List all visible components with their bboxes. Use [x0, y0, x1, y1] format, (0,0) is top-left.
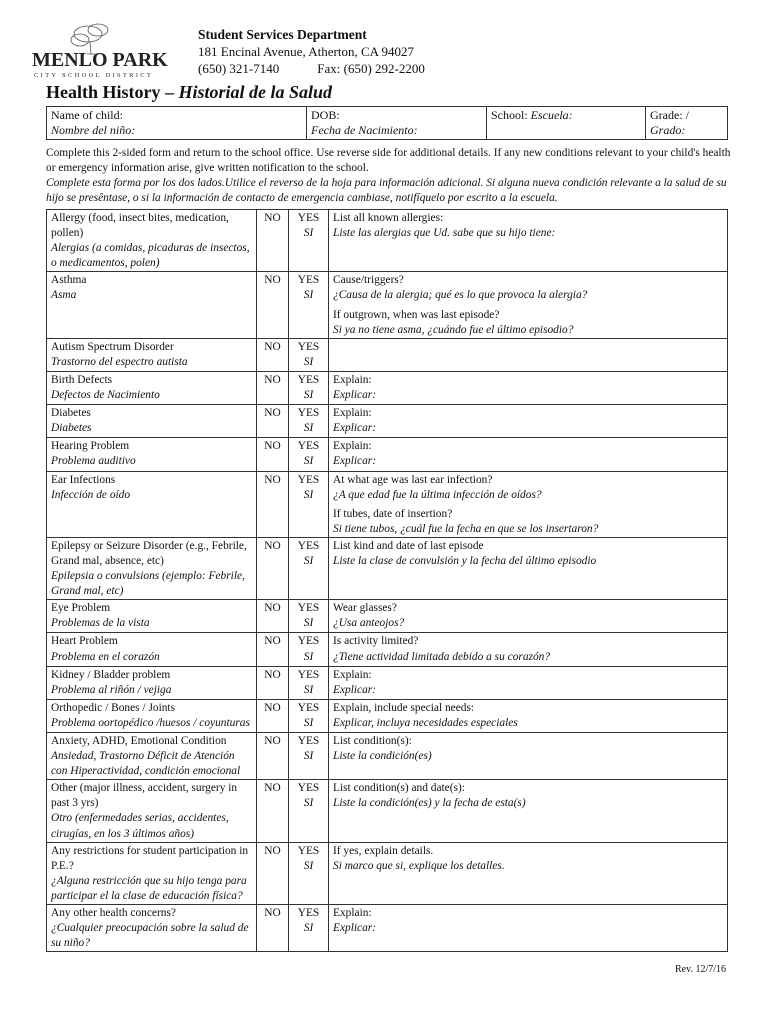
table-row: [47, 438, 728, 471]
yes-checkbox[interactable]: YES SI: [289, 699, 329, 732]
instructions: [46, 146, 736, 206]
detail-prompt-spanish: Si ya no tiene asma, ¿cuándo fue el último episodio?: [333, 323, 574, 336]
table-row: [47, 338, 728, 371]
table-row: [47, 272, 728, 338]
department-address: 181 Encinal Avenue, Atherton, CA 94027: [198, 44, 415, 59]
table-row: [47, 699, 728, 732]
detail-prompt-spanish: Explicar:: [333, 455, 377, 468]
no-checkbox[interactable]: NO: [257, 733, 289, 780]
detail-prompt-spanish: Explicar, incluya necesidades especiales: [333, 716, 518, 729]
detail-prompt: Explain:: [333, 373, 372, 386]
detail-prompt-spanish: Explicar:: [333, 389, 377, 402]
yes-checkbox[interactable]: YES SI: [289, 371, 329, 404]
no-checkbox[interactable]: NO: [257, 405, 289, 438]
yes-checkbox[interactable]: YES SI: [289, 600, 329, 633]
details-field[interactable]: [329, 371, 728, 404]
yes-checkbox[interactable]: YES SI: [289, 905, 329, 952]
grade-field[interactable]: Grade: / Grado:: [646, 107, 728, 140]
no-checkbox[interactable]: NO: [257, 699, 289, 732]
no-checkbox[interactable]: NO: [257, 905, 289, 952]
details-field[interactable]: [329, 471, 728, 537]
yes-checkbox[interactable]: YES SI: [289, 842, 329, 904]
table-row: [47, 842, 728, 904]
detail-prompt: Wear glasses?: [333, 602, 397, 615]
child-name-field[interactable]: Name of child: Nombre del niño:: [47, 107, 307, 140]
yes-checkbox[interactable]: YES SI: [289, 405, 329, 438]
yes-checkbox[interactable]: YES SI: [289, 666, 329, 699]
yes-checkbox[interactable]: YES SI: [289, 471, 329, 537]
detail-prompt-spanish: Liste la condición(es): [333, 750, 432, 763]
details-field[interactable]: [329, 666, 728, 699]
details-field[interactable]: [329, 438, 728, 471]
no-checkbox[interactable]: NO: [257, 471, 289, 537]
detail-prompt-spanish: Si marco que si, explique los detalles.: [333, 859, 505, 872]
detail-prompt: If tubes, date of insertion?: [333, 507, 453, 520]
detail-prompt: At what age was last ear infection?: [333, 473, 493, 486]
department-fax: Fax: (650) 292-2200: [317, 61, 425, 76]
detail-prompt: List kind and date of last episode: [333, 539, 484, 552]
condition-label: Eye Problem Problemas de la vista: [47, 600, 257, 633]
yes-checkbox[interactable]: YES SI: [289, 733, 329, 780]
detail-prompt-spanish: ¿Causa de la alergia; qué es lo que provoca la alergia?: [333, 289, 588, 302]
table-row: [47, 405, 728, 438]
table-row: [47, 371, 728, 404]
table-row: [47, 537, 728, 599]
detail-prompt: Explain, include special needs:: [333, 701, 475, 714]
table-row: [47, 666, 728, 699]
detail-prompt-spanish: Explicar:: [333, 683, 377, 696]
district-logo: [30, 22, 182, 80]
details-field[interactable]: [329, 733, 728, 780]
table-row: [47, 600, 728, 633]
detail-prompt-spanish: ¿A que edad fue la última infección de oídos?: [333, 488, 542, 501]
no-checkbox[interactable]: NO: [257, 338, 289, 371]
detail-prompt-spanish: Liste la condición(es) y la fecha de esta(s): [333, 797, 526, 810]
detail-prompt-spanish: Si tiene tubos, ¿cuál fue la fecha en que se los insertaron?: [333, 522, 599, 535]
details-field[interactable]: [329, 699, 728, 732]
detail-prompt-spanish: Explicar:: [333, 422, 377, 435]
condition-label: Birth Defects Defectos de Nacimiento: [47, 371, 257, 404]
condition-label: Allergy (food, insect bites, medication, pollen) Alergias (a comidas, picaduras de insectos, o medicamentos, polen): [47, 210, 257, 272]
detail-prompt-spanish: Liste la clase de convulsión y la fecha del último episodio: [333, 554, 597, 567]
detail-prompt-spanish: ¿Usa anteojos?: [333, 617, 405, 630]
yes-checkbox[interactable]: YES SI: [289, 633, 329, 666]
detail-prompt: Cause/triggers?: [333, 274, 404, 287]
detail-prompt: List condition(s) and date(s):: [333, 782, 465, 795]
title-spanish: Historial de la Salud: [178, 82, 333, 102]
no-checkbox[interactable]: NO: [257, 438, 289, 471]
page-title: [46, 82, 332, 103]
details-field[interactable]: [329, 272, 728, 338]
logo-text: MENLO PARK: [32, 49, 168, 71]
detail-prompt: If outgrown, when was last episode?: [333, 308, 500, 321]
no-checkbox[interactable]: NO: [257, 633, 289, 666]
detail-prompt: List condition(s):: [333, 735, 412, 747]
department-phone: (650) 321-7140: [198, 61, 280, 76]
instructions-english: Complete this 2-sided form and return to the school office. Use reverse side for additional details. If any new conditions relevant to your child's health or emergency information arise, give written notification to the school.: [46, 147, 731, 174]
details-field[interactable]: [329, 842, 728, 904]
condition-label: Any other health concerns? ¿Cualquier preocupación sobre la salud de su niño?: [47, 905, 257, 952]
no-checkbox[interactable]: NO: [257, 537, 289, 599]
details-field[interactable]: [329, 210, 728, 272]
detail-prompt: List all known allergies:: [333, 212, 444, 224]
no-checkbox[interactable]: NO: [257, 842, 289, 904]
details-field[interactable]: [329, 905, 728, 952]
details-field[interactable]: [329, 633, 728, 666]
detail-prompt: Explain:: [333, 440, 372, 453]
no-checkbox[interactable]: NO: [257, 666, 289, 699]
condition-label: Autism Spectrum Disorder Trastorno del espectro autista: [47, 338, 257, 371]
condition-label: Orthopedic / Bones / Joints Problema oortopédico /huesos / coyunturas: [47, 699, 257, 732]
conditions-table: [46, 209, 728, 952]
no-checkbox[interactable]: NO: [257, 780, 289, 842]
condition-label: Epilepsy or Seizure Disorder (e.g., Febrile, Grand mal, absence, etc) Epilepsia o convulsions (ejemplo: Febrile, Grand mal, etc): [47, 537, 257, 599]
yes-checkbox[interactable]: YES SI: [289, 338, 329, 371]
details-field[interactable]: [329, 338, 728, 371]
table-row: [47, 633, 728, 666]
yes-checkbox[interactable]: YES SI: [289, 272, 329, 338]
school-field[interactable]: School: Escuela:: [487, 107, 646, 140]
condition-label: Any restrictions for student participation in P.E.? ¿Alguna restricción que su hijo tenga para participar el la clase de educación física?: [47, 842, 257, 904]
detail-prompt: If yes, explain details.: [333, 844, 434, 857]
detail-prompt-spanish: ¿Tiene actividad limitada debido a su corazón?: [333, 650, 551, 663]
yes-checkbox[interactable]: YES SI: [289, 438, 329, 471]
condition-label: Heart Problem Problema en el corazón: [47, 633, 257, 666]
detail-prompt: Is activity limited?: [333, 635, 419, 648]
yes-checkbox[interactable]: YES SI: [289, 537, 329, 599]
condition-label: Asthma Asma: [47, 272, 257, 338]
logo-subtitle: CITY SCHOOL DISTRICT: [34, 72, 154, 79]
condition-label: Ear Infections Infección de oído: [47, 471, 257, 537]
no-checkbox[interactable]: NO: [257, 371, 289, 404]
details-field[interactable]: [329, 780, 728, 842]
no-checkbox[interactable]: NO: [257, 600, 289, 633]
no-checkbox[interactable]: NO: [257, 210, 289, 272]
condition-label: Other (major illness, accident, surgery in past 3 yrs) Otro (enfermedades serias, accidentes, cirugías, en los 3 últimos años): [47, 780, 257, 842]
condition-label: Diabetes Diabetes: [47, 405, 257, 438]
title-english: Health History –: [46, 82, 179, 102]
detail-prompt: Explain:: [333, 407, 372, 420]
details-field[interactable]: [329, 405, 728, 438]
table-row: [47, 905, 728, 952]
details-field[interactable]: [329, 600, 728, 633]
instructions-spanish: Complete esta forma por los dos lados.Utilice el reverso de la hoja para información adicional. Si alguna nueva condición relevante a la salud de su hijo se presêntase, o si la información de contacto de emergencia cambiase, notifíquelo por escrito a la escuela.: [46, 177, 727, 204]
details-field[interactable]: [329, 537, 728, 599]
condition-label: Anxiety, ADHD, Emotional Condition Ansiedad, Trastorno Déficit de Atención con Hiperactividad, condición emocional: [47, 733, 257, 780]
revision-date: Rev. 12/7/16: [674, 964, 726, 975]
table-row: [47, 471, 728, 537]
detail-prompt-spanish: Liste las alergias que Ud. sabe que su hijo tiene:: [333, 227, 556, 240]
table-row: [47, 780, 728, 842]
no-checkbox[interactable]: NO: [257, 272, 289, 338]
table-row: [47, 210, 728, 272]
detail-prompt: Explain:: [333, 907, 372, 920]
student-info-bar: [46, 106, 728, 140]
yes-checkbox[interactable]: YES SI: [289, 780, 329, 842]
department-name: Student Services Department: [198, 27, 367, 42]
table-row: [47, 733, 728, 780]
condition-label: Hearing Problem Problema auditivo: [47, 438, 257, 471]
detail-prompt-spanish: Explicar:: [333, 922, 377, 935]
dob-field[interactable]: DOB: Fecha de Nacimiento:: [307, 107, 487, 140]
condition-label: Kidney / Bladder problem Problema al riñón / vejiga: [47, 666, 257, 699]
detail-prompt: Explain:: [333, 668, 372, 681]
yes-checkbox[interactable]: YES SI: [289, 210, 329, 272]
department-block: [198, 26, 425, 77]
